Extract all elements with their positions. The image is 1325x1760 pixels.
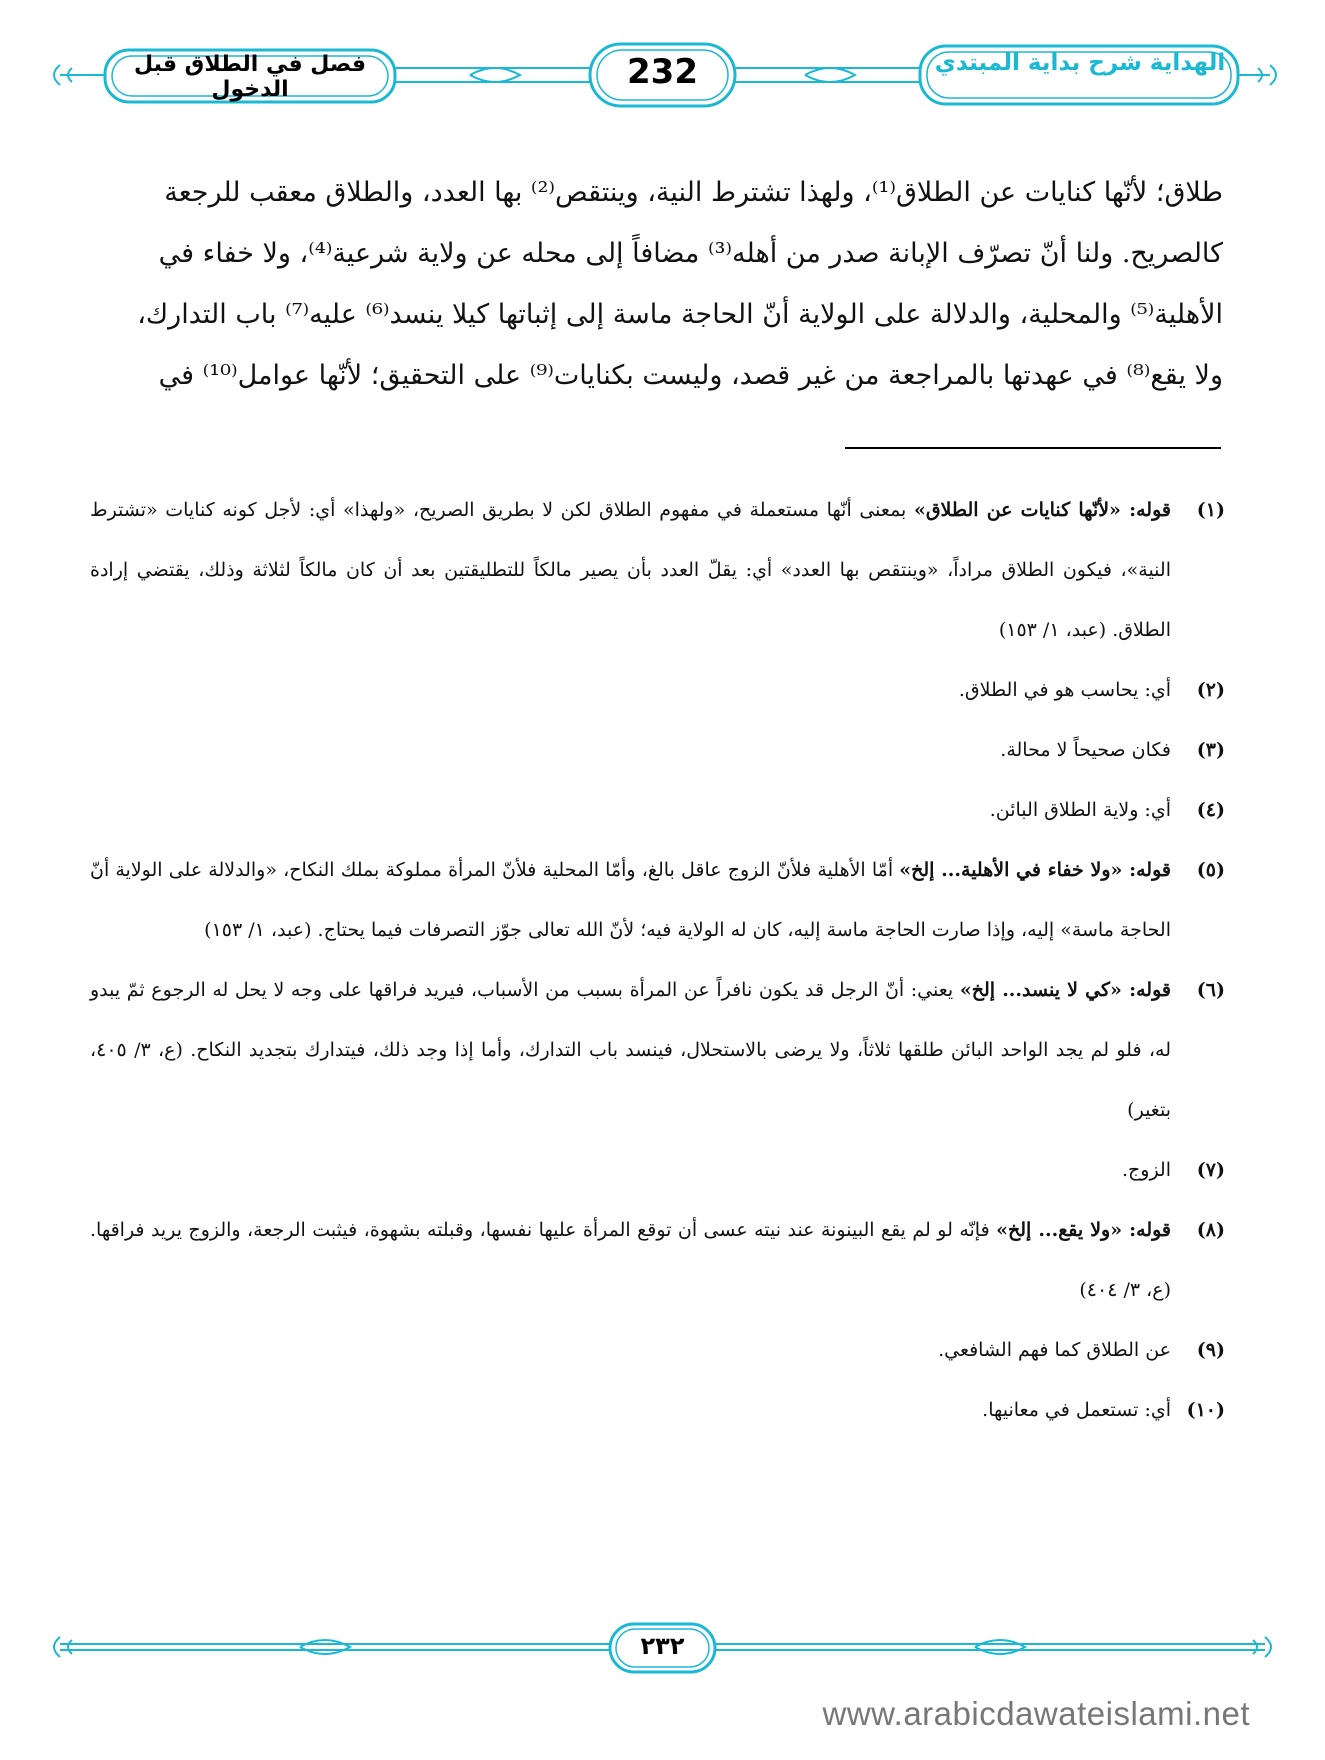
website-link[interactable]: www.arabicdawateislami.net: [822, 1695, 1250, 1732]
footnote-lead: قوله: «كي لا ينسد... إلخ»: [959, 979, 1171, 1001]
footnote-text: فإنّه لو لم يقع البينونة عند نيته عسى أن توقع المرأة عليها نفسها، وقبلته بشهوة، فيثبت الرجعة، والزوج يريد فراقها. (ع، ٣/ ٤٠٤): [90, 1219, 1171, 1301]
footnote-lead: قوله: «ولا خفاء في الأهلية... إلخ»: [899, 859, 1171, 881]
header-page-number: 232: [627, 52, 698, 92]
footnote-1: [90, 480, 1225, 660]
footnotes: [90, 480, 1225, 1440]
footnote-6: [90, 960, 1225, 1140]
book-title: الهداية شرح بداية المبتدي: [934, 50, 1226, 76]
footnote-number: (١): [1196, 499, 1225, 521]
footnote-text: أي: ولاية الطلاق البائن.: [989, 799, 1171, 821]
footnote-text: أي: يحاسب هو في الطلاق.: [958, 679, 1171, 701]
page-footer: [0, 1610, 1325, 1690]
page-header: [0, 0, 1325, 140]
footnote-number: (٢): [1196, 679, 1225, 701]
footnote-number: (٦): [1196, 979, 1225, 1001]
footnote-number: (٤): [1196, 799, 1225, 821]
footnote-text: يعني: أنّ الرجل قد يكون نافراً عن المرأة بسبب من الأسباب، فيريد فراقها على وجه لا يحل له الرجوع ثمّ يبدو له، فلو لم يجد الواحد البائن طلقها ثلاثاً، ولا يرضى بالاستحلال، فينسد باب التدارك، وأما إذا وجد ذلك، فيتدارك بتجديد النكاح. (ع، ٣/ ٤٠٥، بتغير): [90, 979, 1171, 1121]
footnote-number: (٩): [1196, 1339, 1225, 1361]
main-text: [95, 162, 1223, 406]
footnote-number: (١٠): [1186, 1399, 1225, 1421]
footnote-text: بمعنى أنّها مستعملة في مفهوم الطلاق لكن لا بطريق الصريح، «ولهذا» أي: لأجل كونه كنايات «تشترط النية»، فيكون الطلاق مراداً، «وينتقص بها العدد» أي: يقلّ العدد بأن يصير مالكاً للتطليقتين بعد أن كان مالكاً لثلاثة وذلك، يقتضي إرادة الطلاق. (عبد، ١/ ١٥٣): [90, 499, 1171, 641]
footnote-text: عن الطلاق كما فهم الشافعي.: [938, 1339, 1171, 1361]
main-line: الأهلية⁽⁵⁾ والمحلية، والدلالة على الولاية أنّ الحاجة ماسة إلى إثباتها كيلا ينسد⁽⁶⁾ عليه⁽⁷⁾ باب التدارك،: [137, 299, 1223, 330]
footnote-number: (٣): [1196, 739, 1225, 761]
footnote-number: (٥): [1196, 859, 1225, 881]
footnote-5: [90, 840, 1225, 960]
footnote-number: (٨): [1196, 1219, 1225, 1241]
footnote-text: الزوج.: [1121, 1159, 1171, 1181]
footnote-text: أي: تستعمل في معانيها.: [982, 1399, 1171, 1421]
footnote-lead: قوله: «ولا يقع... إلخ»: [996, 1219, 1172, 1241]
footnote-lead: قوله: «لأنّها كنايات عن الطلاق»: [913, 499, 1171, 521]
footnote-2: [90, 660, 1225, 720]
footnote-4: [90, 780, 1225, 840]
footnote-9: [90, 1320, 1225, 1380]
footnote-text: فكان صحيحاً لا محالة.: [1000, 739, 1171, 761]
footnote-10: [90, 1380, 1225, 1440]
footer-page-number: ٢٣٢: [640, 1632, 685, 1660]
footnote-number: (٧): [1196, 1159, 1225, 1181]
footnote-7: [90, 1140, 1225, 1200]
main-line: كالصريح. ولنا أنّ تصرّف الإبانة صدر من أهله⁽³⁾ مضافاً إلى محله عن ولاية شرعية⁽⁴⁾، ولا خفاء في: [158, 238, 1223, 269]
footnote-text: أمّا الأهلية فلأنّ الزوج عاقل بالغ، وأمّا المحلية فلأنّ المرأة مملوكة بملك النكاح، «والدلالة على الولاية أنّ الحاجة ماسة» إليه، وإذا صارت الحاجة ماسة إليه، كان له الولاية فيه؛ لأنّ الله تعالى جوّز التصرفات فيما يحتاج. (عبد، ١/ ١٥٣): [90, 859, 1171, 941]
footnote-8: [90, 1200, 1225, 1320]
chapter-title: فصل في الطلاق قبل الدخول: [134, 52, 366, 102]
footnote-3: [90, 720, 1225, 780]
footnote-separator: [845, 447, 1221, 449]
main-line: ولا يقع⁽⁸⁾ في عهدتها بالمراجعة من غير قصد، وليست بكنايات⁽⁹⁾ على التحقيق؛ لأنّها عوامل⁽¹⁰⁾ في: [158, 360, 1223, 391]
main-line: طلاق؛ لأنّها كنايات عن الطلاق⁽¹⁾، ولهذا تشترط النية، وينتقص⁽²⁾ بها العدد، والطلاق معقب للرجعة: [164, 177, 1223, 208]
